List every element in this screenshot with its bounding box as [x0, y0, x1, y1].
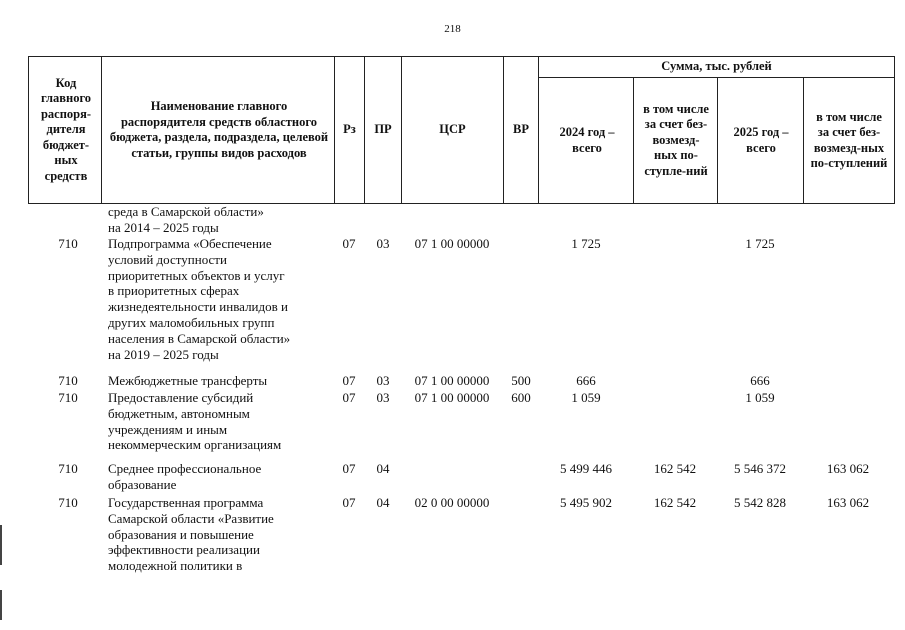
cell-code: 710 — [58, 461, 78, 476]
cell-code: 710 — [58, 495, 78, 510]
cell-vr: 500 — [511, 373, 531, 388]
cell-name: Межбюджетные трансферты — [108, 373, 268, 388]
cell-2025-total: 1 059 — [745, 390, 775, 405]
cell-2025-total: 666 — [750, 373, 770, 388]
cell-2025-total: 5 546 372 — [734, 461, 786, 476]
cell-csr: 07 1 00 00000 — [414, 236, 490, 251]
cell-pr: 04 — [376, 461, 390, 476]
cell-rz: 07 — [342, 373, 356, 388]
cell-2025-grants: 163 062 — [826, 495, 870, 510]
scan-edge-mark — [0, 590, 2, 620]
cell-csr: 02 0 00 00000 — [414, 495, 490, 510]
header-2024-grants: в том числе за счет без-возмезд-ных по-ступле-ний — [643, 101, 709, 178]
header-name: Наименование главного распорядителя средств областного бюджета, раздела, подраздела, целевой статьи, группы видов расходов — [109, 99, 329, 160]
cell-pr: 04 — [376, 495, 390, 510]
header-csr: ЦСР — [439, 122, 466, 137]
cell-2024-total: 5 495 902 — [560, 495, 612, 510]
cell-name: Среднее профессиональное образование — [108, 461, 262, 492]
cell-rz: 07 — [342, 236, 356, 251]
cell-code: 710 — [58, 236, 78, 251]
header-2025-grants: в том числе за счет без-возмезд-ных по-ступлений — [810, 109, 888, 170]
cell-pr: 03 — [376, 390, 390, 405]
header-2025-total: 2025 год – всего — [733, 125, 789, 155]
cell-csr: 07 1 00 00000 — [414, 390, 490, 405]
cell-rz: 07 — [342, 390, 356, 405]
header-rz: Рз — [343, 122, 356, 137]
cell-vr: 600 — [511, 390, 531, 405]
cell-name: Предоставление субсидий бюджетным, автономным учреждениям и иным некоммерческим организациям — [108, 390, 282, 453]
header-pr: ПР — [374, 122, 392, 137]
cell-rz: 07 — [342, 461, 356, 476]
cell-pr: 03 — [376, 373, 390, 388]
cell-name: среда в Самарской области» на 2014 – 2025 годы — [108, 204, 264, 235]
page-number: 218 — [444, 23, 461, 35]
cell-code: 710 — [58, 373, 78, 388]
cell-2024-total: 1 725 — [571, 236, 601, 251]
cell-rz: 07 — [342, 495, 356, 510]
header-2024-total: 2024 год – всего — [559, 125, 615, 155]
cell-2025-total: 1 725 — [745, 236, 775, 251]
cell-name: Государственная программа Самарской области «Развитие образования и повышение эффективности реализации молодежной политики в — [108, 495, 274, 574]
cell-2024-grants: 162 542 — [653, 461, 697, 476]
cell-2025-grants: 163 062 — [826, 461, 870, 476]
header-code: Код главного распоря-дителя бюджет-ных средств — [40, 75, 92, 183]
cell-csr: 07 1 00 00000 — [414, 373, 490, 388]
cell-pr: 03 — [376, 236, 390, 251]
header-vr: ВР — [513, 122, 529, 137]
cell-2024-grants: 162 542 — [653, 495, 697, 510]
cell-2024-total: 666 — [576, 373, 596, 388]
cell-2024-total: 1 059 — [571, 390, 601, 405]
header-sum-group: Сумма, тыс. рублей — [661, 59, 772, 74]
cell-name: Подпрограмма «Обеспечение условий доступности приоритетных объектов и услуг в приоритетных сферах жизнедеятельности инвалидов и других маломобильных групп населения в Самарской области» на 2019 – 2025 годы — [108, 236, 291, 362]
cell-2024-total: 5 499 446 — [560, 461, 612, 476]
cell-code: 710 — [58, 390, 78, 405]
cell-2025-total: 5 542 828 — [734, 495, 786, 510]
table-header — [28, 56, 895, 204]
scan-edge-mark — [0, 525, 2, 565]
